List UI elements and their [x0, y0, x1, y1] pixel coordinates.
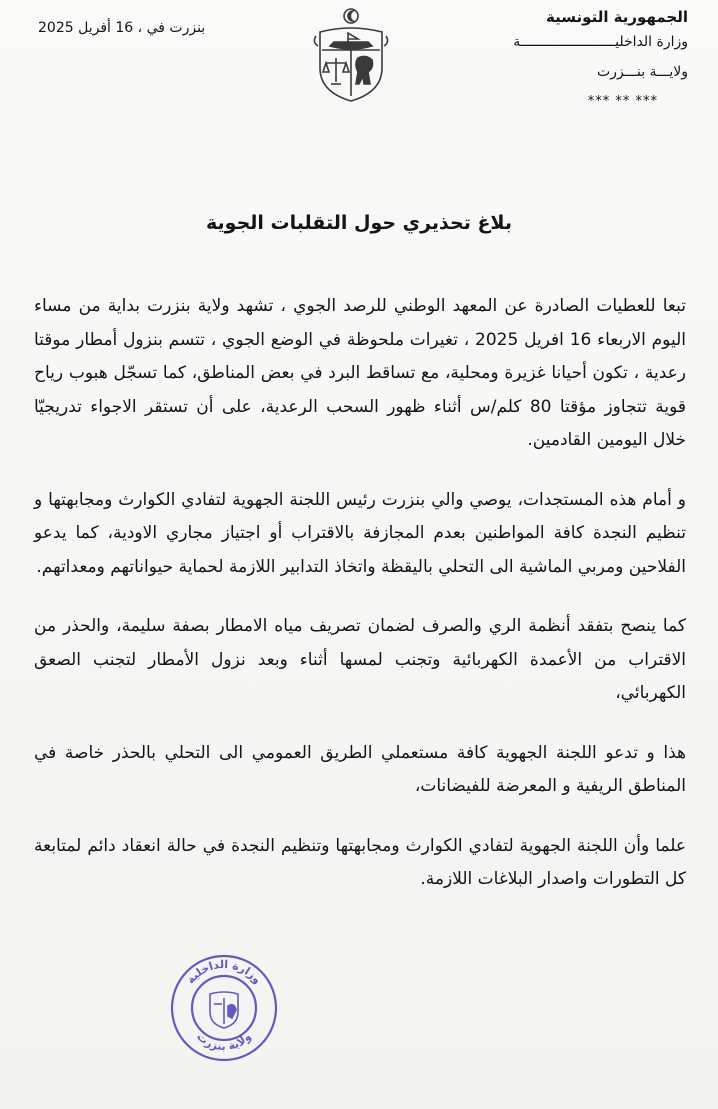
paragraph-weather-forecast: تبعا للعطيات الصادرة عن المعهد الوطني للرصد الجوي ، تشهد ولاية بنزرت بداية من مساء اليوم الاربعاء 16 افريل 2025 ، تغيرات ملحوظة في الوضع الجوي ، تتسم بنزول أمطار موقتا رعدية ، تكون أحيانا غزيرة ومحلية، مع تساقط البرد في بعض المناطق، كما تسجّل هبوب رياح قوية تتجاوز مؤقتا 80 كلم/س أثناء ظهور السحب الرعدية، على أن تستقر الاجواء تدريجيّا خلال اليومين القادمين.: [34, 296, 686, 450]
coat-of-arms-icon: [312, 6, 390, 104]
reference-number: *** ** ***: [587, 94, 658, 109]
svg-text:وزارة الداخلية: وزارة الداخلية: [183, 957, 265, 987]
document-title: بلاغ تحذيري حول التقلبات الجوية: [206, 212, 512, 234]
paragraph-irrigation-advice: كما ينصح بتفقد أنظمة الري والصرف لضمان تصريف مياه الامطار بصفة سليمة، والحذر من الاقتراب من الأعمدة الكهربائية وتجنب لمسها أثناء وبعد نزول الأمطار لتجنب الصعق الكهربائي،: [34, 616, 686, 703]
paragraph-governor-recommendation: و أمام هذه المستجدات، يوصي والي بنزرت رئيس اللجنة الجهوية لتفادي الكوارث ومجابهتها و تنظيم النجدة كافة المواطنين بعدم المجازفة بالاقتراب أو اجتياز مجاري الاودية، كما يدعو الفلاحين ومربي الماشية الى التحلي باليقظة واتخاذ التدابير اللازمة لحماية حيواناتهم ومعداتهم.: [34, 489, 686, 577]
letterhead: [488, 8, 688, 109]
governorate-name: ولايـــة بنـــزرت: [597, 64, 688, 80]
official-stamp-icon: [168, 952, 280, 1064]
paragraph-committee-session: علما وأن اللجنة الجهوية لتفادي الكوارث ومجابهتها وتنظيم النجدة في حالة انعقاد دائم لمتابعة كل التطورات واصدار البلاغات اللازمة.: [34, 835, 686, 889]
document-body: [34, 290, 686, 897]
svg-text:ولاية بنزرت: ولاية بنزرت: [194, 1029, 254, 1054]
paragraph-road-users: هذا و تدعو اللجنة الجهوية كافة مستعملي الطريق العمومي الى التحلي بالحذر خاصة في المناطق الريفية و المعرضة للفيضانات،: [34, 742, 686, 796]
date-line: بنزرت في ، 16 أفريل 2025: [38, 20, 206, 36]
ministry-name: وزارة الداخليـــــــــــــــــــــــة: [513, 34, 688, 50]
republic-name: الجمهورية التونسية: [546, 8, 688, 26]
